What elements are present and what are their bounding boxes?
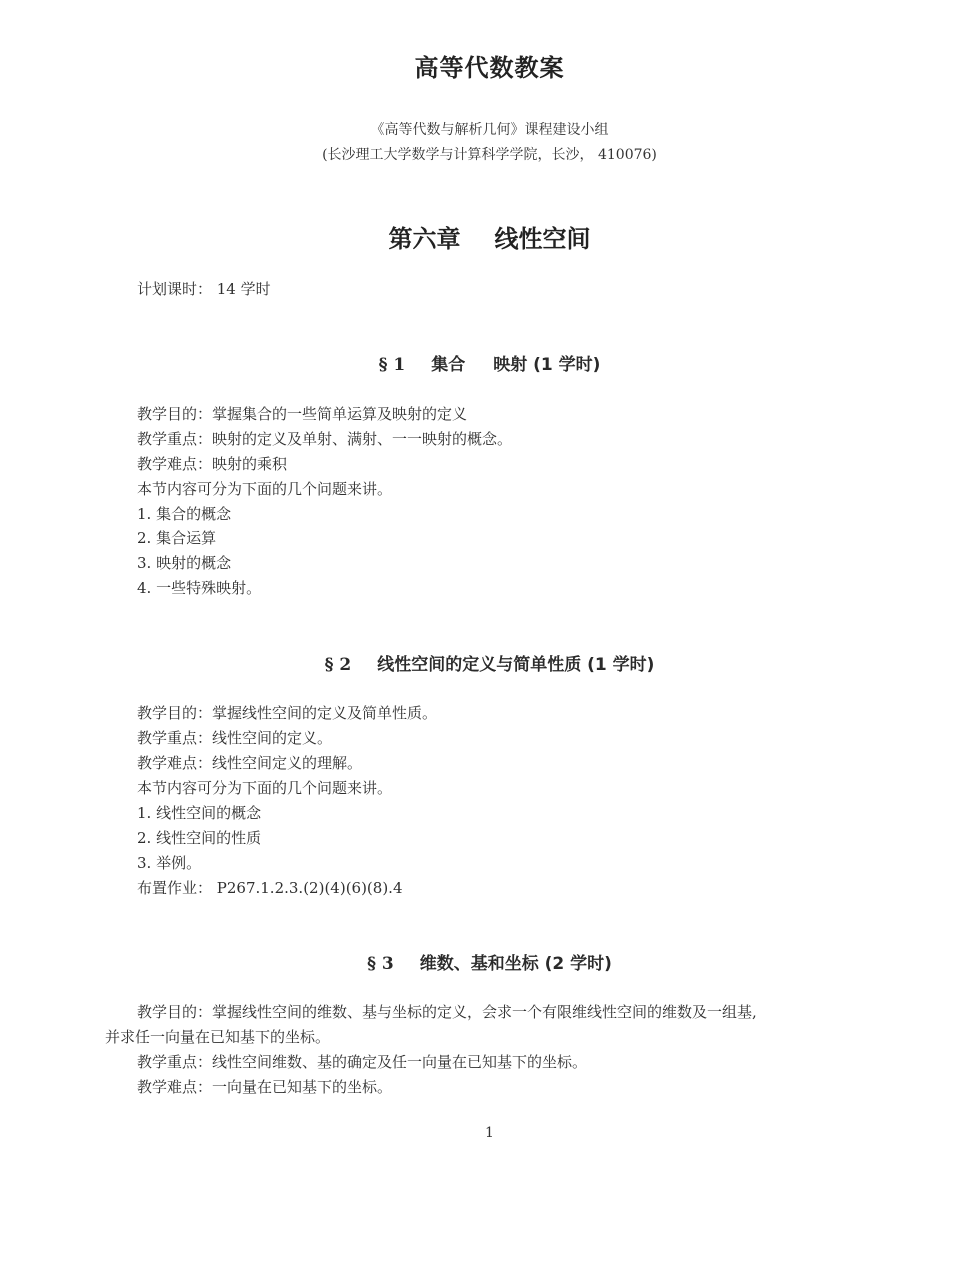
teaching-goal-continued: 并求任一向量在已知基下的坐标。: [105, 1028, 331, 1046]
page-number: 1: [485, 1125, 494, 1141]
list-item: 3. 举例。: [137, 854, 202, 872]
chapter-name: 线性空间: [494, 225, 591, 253]
chapter-number: 第六章: [388, 225, 461, 253]
teaching-difficulty: 教学难点：一向量在已知基下的坐标。: [137, 1078, 393, 1096]
section-2-heading: [0, 650, 979, 675]
teaching-difficulty: 教学难点：映射的乘积: [137, 455, 288, 473]
planned-hours: 计划课时： 14 学时: [137, 280, 271, 298]
list-item: 2. 线性空间的性质: [137, 829, 262, 847]
section-mark: § 2: [324, 655, 352, 675]
list-item: 3. 映射的概念: [137, 554, 232, 572]
document-title: 高等代数教案: [414, 54, 565, 82]
list-item: 1. 集合的概念: [137, 505, 232, 523]
author-line: 《高等代数与解析几何》课程建设小组: [370, 122, 609, 138]
section-title: 集合: [431, 355, 466, 375]
teaching-focus: 教学重点：线性空间的定义。: [137, 729, 333, 747]
list-item: 1. 线性空间的概念: [137, 804, 262, 822]
chapter-heading: [0, 219, 979, 254]
list-item: 2. 集合运算: [137, 529, 217, 547]
teaching-difficulty: 教学难点：线性空间定义的理解。: [137, 754, 363, 772]
section-1-heading: [0, 350, 979, 375]
affiliation-line: (长沙理工大学数学与计算科学学院，长沙， 410076): [322, 147, 657, 163]
teaching-goal: 教学目的：掌握线性空间的定义及简单性质。: [137, 704, 438, 722]
section-title: 线性空间的定义与简单性质 (1 学时): [377, 655, 655, 675]
teaching-goal: 教学目的：掌握集合的一些简单运算及映射的定义: [137, 405, 468, 423]
list-item: 4. 一些特殊映射。: [137, 579, 262, 597]
section-mark: § 3: [367, 954, 394, 974]
section-title-b: 映射 (1 学时): [493, 355, 601, 375]
homework-line: 布置作业： P267.1.2.3.(2)(4)(6)(8).4: [137, 879, 403, 897]
content-intro: 本节内容可分为下面的几个问题来讲。: [137, 480, 393, 498]
section-3-heading: [0, 949, 979, 974]
teaching-focus: 教学重点：线性空间维数、基的确定及任一向量在已知基下的坐标。: [137, 1053, 588, 1071]
content-intro: 本节内容可分为下面的几个问题来讲。: [137, 779, 393, 797]
section-mark: § 1: [378, 355, 406, 375]
section-title: 维数、基和坐标 (2 学时): [419, 954, 612, 974]
teaching-focus: 教学重点：映射的定义及单射、满射、一一映射的概念。: [137, 430, 513, 448]
teaching-goal: 教学目的：掌握线性空间的维数、基与坐标的定义，会求一个有限维线性空间的维数及一组基,: [137, 1003, 757, 1021]
